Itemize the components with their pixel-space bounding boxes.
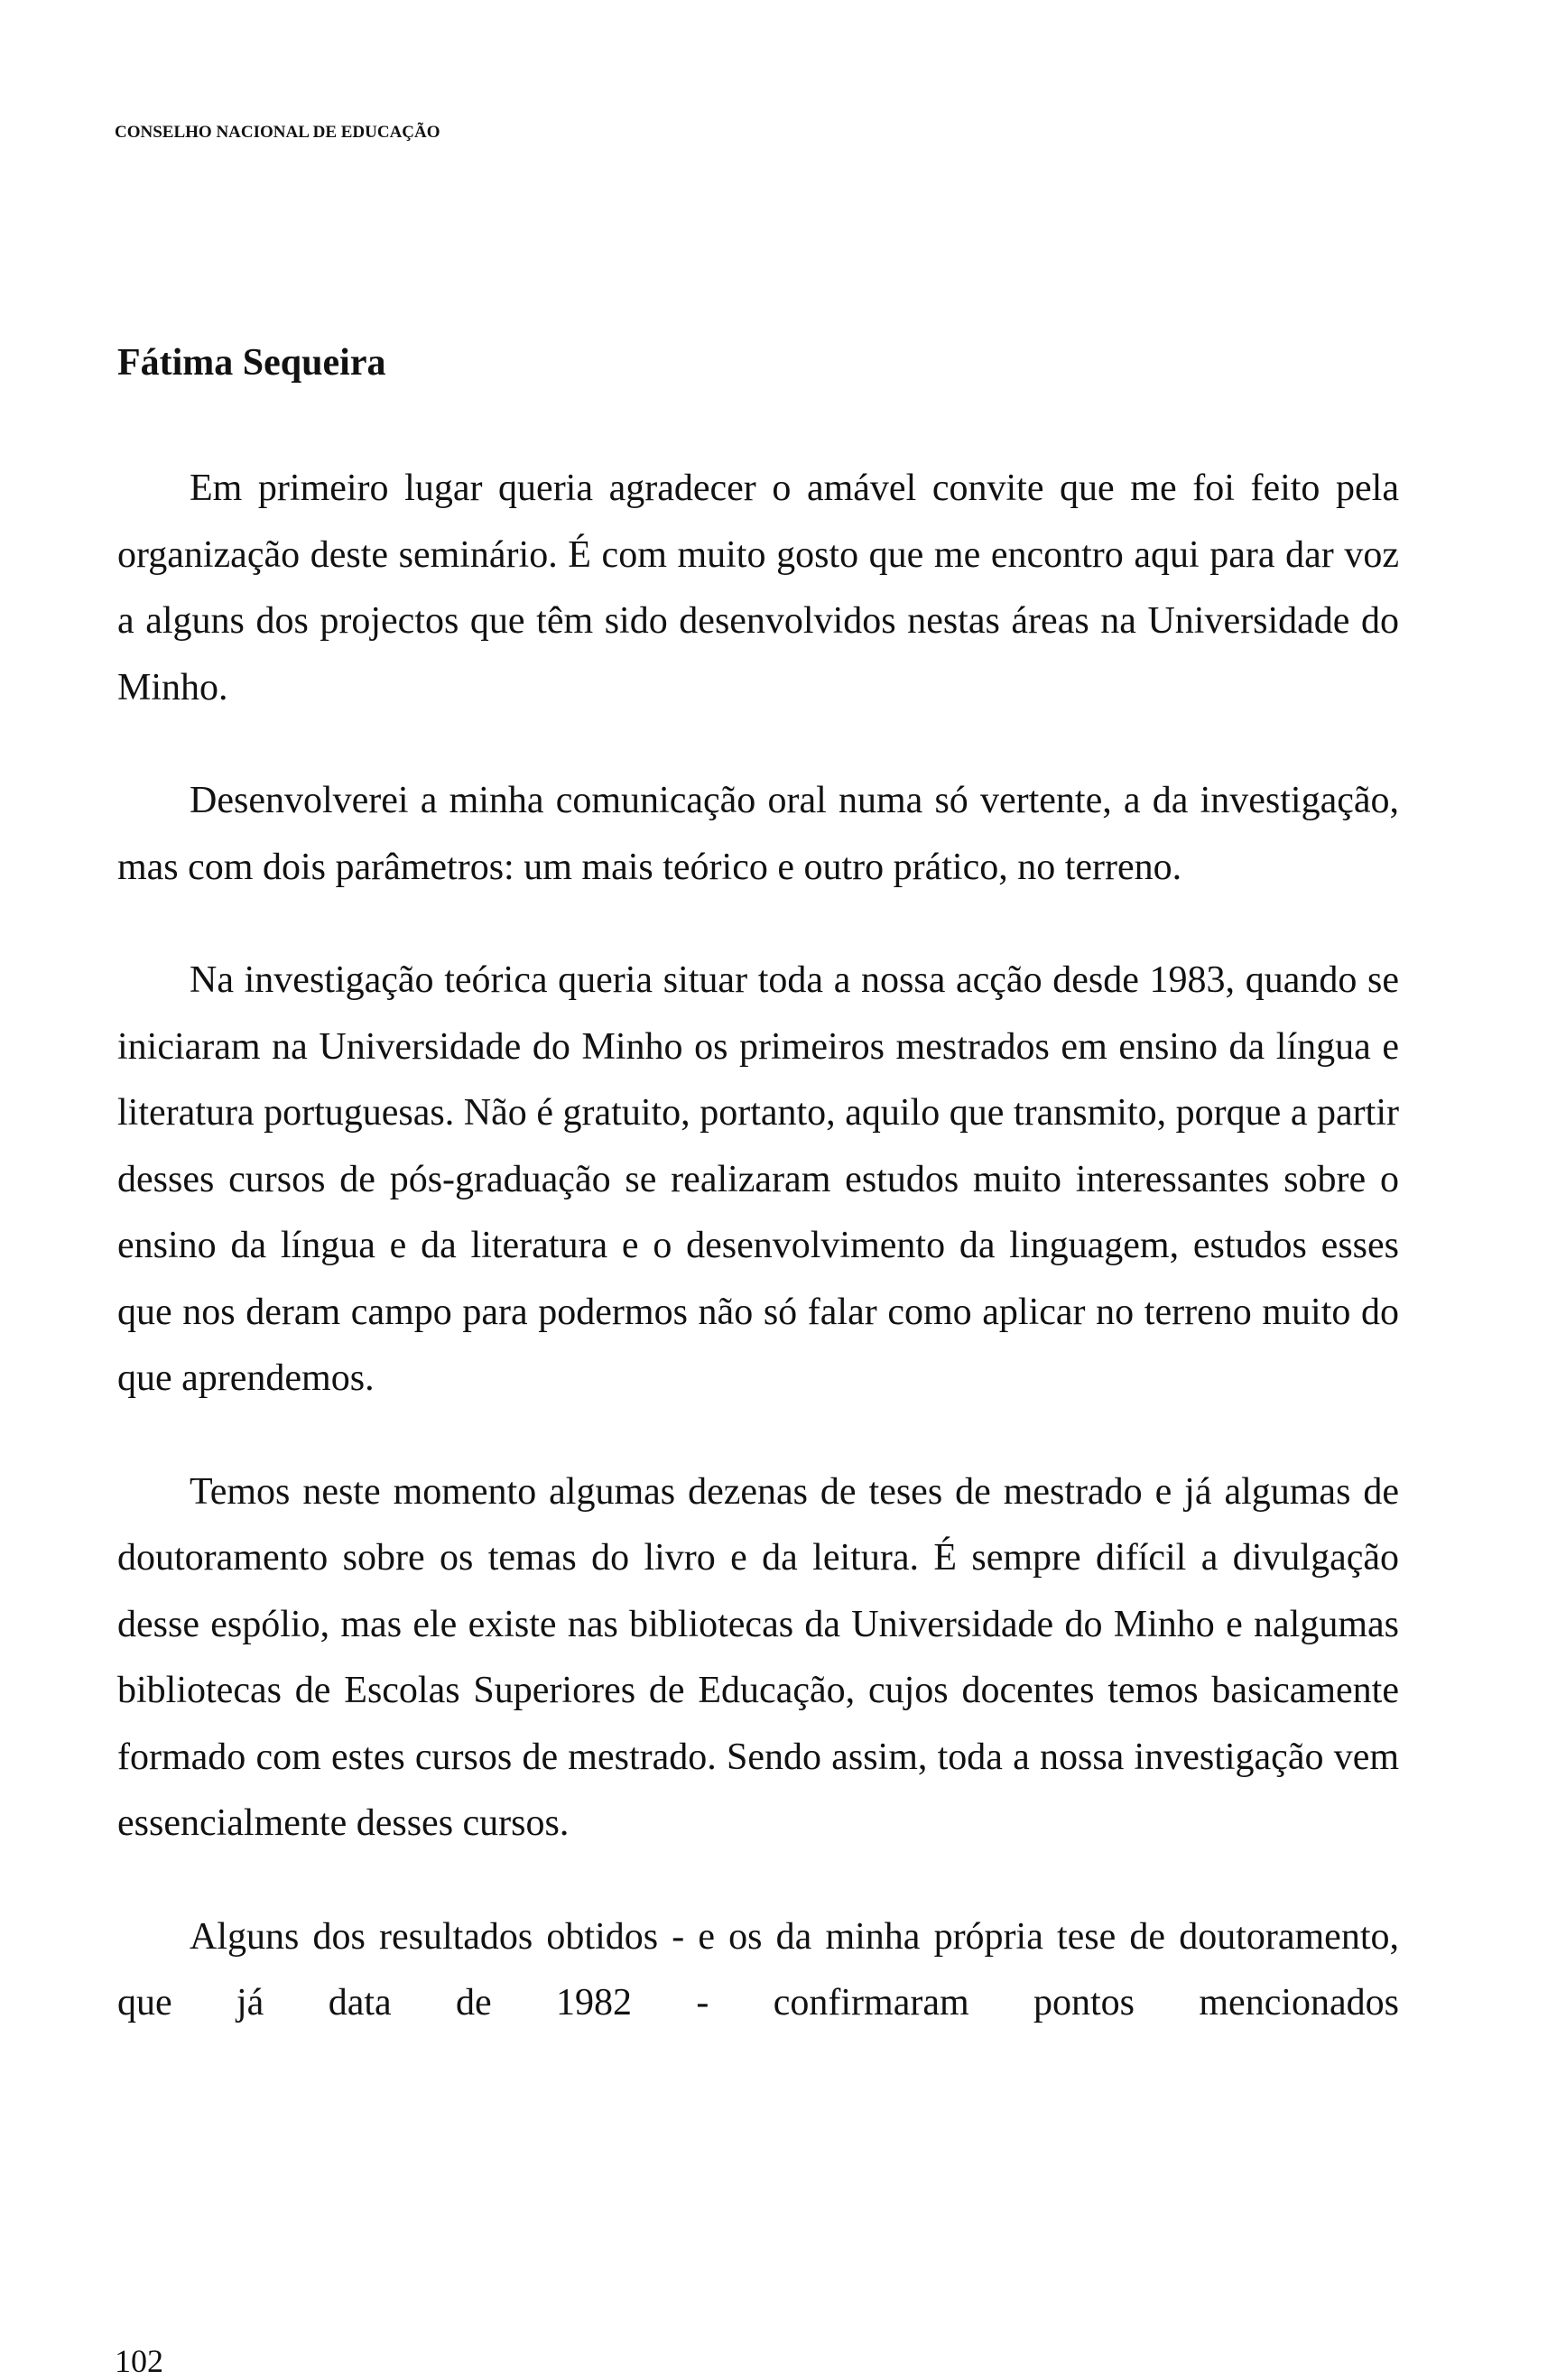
page-number: 102 xyxy=(115,2343,163,2379)
paragraph: Na investigação teórica queria situar toda a nossa acção desde 1983, quando se iniciaram na Universidade do Minho os primeiros mestrados em ensino da língua e literatura portuguesas. Não é gratuito, portanto, aquilo que transmito, porque a partir desses cursos de pós-graduação se realizaram estudos muito interessantes sobre o ensino da língua e da literatura e o desenvolvimento da linguagem, estudos esses que nos deram campo para podermos não só falar como aplicar no terreno muito do que aprendemos. xyxy=(117,959,1399,1399)
running-header: CONSELHO NACIONAL DE EDUCAÇÃO xyxy=(115,123,440,142)
paragraph: Desenvolverei a minha comunicação oral numa só vertente, a da investigação, mas com dois parâmetros: um mais teórico e outro prático, no terreno. xyxy=(117,780,1399,888)
paragraph: Temos neste momento algumas dezenas de teses de mestrado e já algumas de doutoramento sobre os temas do livro e da leitura. É sempre difícil a divulgação desse espólio, mas ele existe nas bibliotecas da Universidade do Minho e nalgumas bibliotecas de Escolas Superiores de Educação, cujos docentes temos basicamente formado com estes cursos de mestrado. Sendo assim, toda a nossa investigação vem essencialmente desses cursos. xyxy=(117,1470,1399,1844)
paragraph: Alguns dos resultados obtidos - e os da minha própria tese de doutoramento, que já data de 1982 - confirmaram pontos mencionados xyxy=(117,1915,1399,2023)
body-text xyxy=(117,456,1399,2084)
paragraph: Em primeiro lugar queria agradecer o amável convite que me foi feito pela organização deste seminário. É com muito gosto que me encontro aqui para dar voz a alguns dos projectos que têm sido desenvolvidos nestas áreas na Universidade do Minho. xyxy=(117,468,1399,708)
author-heading: Fátima Sequeira xyxy=(117,342,386,384)
